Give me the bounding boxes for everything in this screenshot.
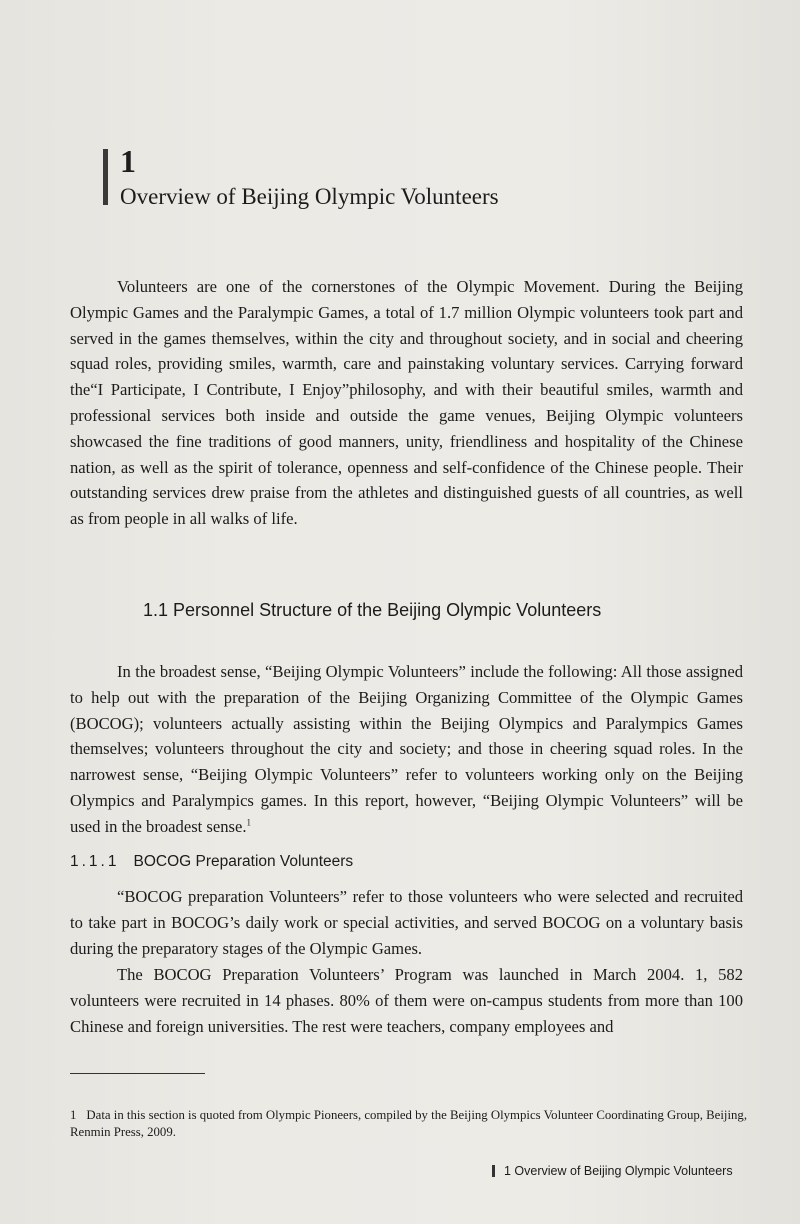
intro-paragraph: Volunteers are one of the cornerstones of the Olympic Movement. During the Beijing Olympic Games and the Paralympic Games, a total of 1.7 million Olympic volunteers took part and served in the games themselves, within the city and throughout society, and in social and cheering squad roles, providing smiles, warmth, care and painstaking voluntary services. Carrying forward the“I Participate, I Contribute, I Enjoy”philosophy, and with their beautiful smiles, warmth and professional services both inside and outside the game venues, Beijing Olympic volunteers showcased the fine traditions of good manners, unity, friendliness and hospitality of the Chinese nation, as well as the spirit of tolerance, openness and self-confidence of the Chinese people. Their outstanding services drew praise from the athletes and distinguished guests of all countries, as well as from people in all walks of life. <box>70 277 743 529</box>
running-footer <box>492 1163 733 1179</box>
section-heading: 1.1 Personnel Structure of the Beijing Olympic Volunteers <box>143 600 602 620</box>
footnote-text: Data in this section is quoted from Olympic Pioneers, compiled by the Beijing Olympics Volunteer Coordinating Group, Beijing, Renmin Press, 2009. <box>70 1108 748 1139</box>
subsection-title: BOCOG Preparation Volunteers <box>133 853 354 870</box>
footnote-reference[interactable]: 1 <box>246 817 251 828</box>
chapter-number: 1 <box>120 143 136 179</box>
section-paragraph <box>70 659 743 840</box>
subsection-paragraph-1: “BOCOG preparation Volunteers” refer to those volunteers who were selected and recruited to take part in BOCOG’s daily work or special activities, and served BOCOG on a voluntary basis during the preparatory stages of the Olympic Games. <box>70 887 743 958</box>
subsection-number: 1.1.1 <box>70 853 120 870</box>
section-paragraph-text: In the broadest sense, “Beijing Olympic Volunteers” include the following: All those assigned to help out with the preparation of the Beijing Organizing Committee of the Olympic Games (BOCOG); volunteers actually assisting within the Beijing Olympics and Paralympics Games themselves; volunteers throughout the city and society; and those in cheering squad roles. In the narrowest sense, “Beijing Olympic Volunteers” refer to volunteers working only on the Beijing Olympics and Paralympics games. In this report, however, “Beijing Olympic Volunteers” will be used in the broadest sense. <box>70 662 743 836</box>
running-footer-text: 1 Overview of Beijing Olympic Volunteers <box>504 1164 733 1178</box>
chapter-title: Overview of Beijing Olympic Volunteers <box>120 184 499 209</box>
subsection-heading <box>70 850 353 874</box>
footer-marker-bar <box>492 1165 495 1177</box>
chapter-marker-bar <box>103 149 108 205</box>
footnote-divider <box>70 1073 205 1074</box>
subsection-paragraph-2: The BOCOG Preparation Volunteers’ Program was launched in March 2004. 1, 582 volunteers were recruited in 14 phases. 80% of them were on-campus students from more than 100 Chinese and foreign universities. The rest were teachers, company employees and <box>70 965 743 1036</box>
footnote <box>70 1107 750 1141</box>
footnote-mark: 1 <box>70 1108 77 1122</box>
